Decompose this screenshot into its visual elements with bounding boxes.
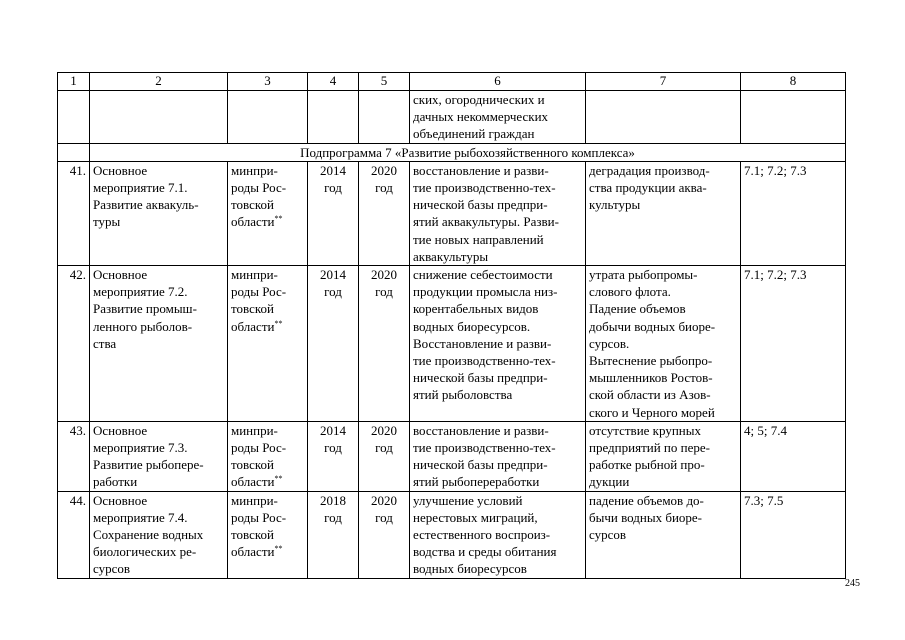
continuation-cell-8 — [741, 91, 846, 144]
measure-name-cell — [90, 161, 228, 265]
executor-line: товской — [231, 457, 274, 473]
expected-result-line: аквакультуры — [413, 248, 489, 264]
continuation-cell-2 — [90, 91, 228, 144]
executor-cell — [228, 421, 308, 491]
expected-result-line: продукции промысла низ- — [413, 284, 558, 300]
expected-result-line: водных биоресурсов. — [413, 318, 531, 334]
executor-text: области — [231, 318, 275, 334]
expected-result-line: нической базы предпри- — [413, 197, 548, 213]
consequences-line: сурсов. — [589, 335, 630, 351]
measures-table — [57, 72, 846, 579]
end-year-line: 2020 — [371, 422, 397, 438]
expected-result-line: восстановление и разви- — [413, 162, 549, 178]
end-year-line: год — [375, 509, 393, 525]
executor-line: минпри- — [231, 267, 278, 283]
continuation-line: объединений граждан — [413, 126, 535, 142]
consequences-line: ства продукции аква- — [589, 180, 707, 196]
continuation-cell-7 — [586, 91, 741, 144]
consequences-line: слового флота. — [589, 284, 671, 300]
header-row — [58, 73, 846, 91]
executor-line: роды Рос- — [231, 440, 287, 456]
end-year-line: год — [375, 284, 393, 300]
consequences-cell — [586, 491, 741, 578]
measure-name-line: мероприятие 7.2. — [93, 284, 188, 300]
measure-name-line: туры — [93, 214, 121, 230]
start-year-line: 2014 — [320, 267, 346, 283]
executor-cell — [228, 491, 308, 578]
consequences-line: сурсов — [589, 527, 627, 543]
expected-result-cell — [410, 421, 586, 491]
row-number-cell: 42. — [58, 266, 90, 422]
expected-result-line: нерестовых миграций, — [413, 509, 538, 525]
measure-name-line: Сохранение водных — [93, 527, 204, 543]
consequences-line: Падение объемов — [589, 301, 686, 317]
expected-result-line: корентабельных видов — [413, 301, 539, 317]
measure-name-cell — [90, 421, 228, 491]
expected-result-line: снижение себестоимости — [413, 267, 553, 283]
start-year-cell — [308, 491, 359, 578]
measure-name-line: Основное — [93, 492, 148, 508]
expected-result-line: Восстановление и разви- — [413, 335, 552, 351]
consequences-cell — [586, 266, 741, 422]
row-number-cell: 43. — [58, 421, 90, 491]
expected-result-line: тие новых направлений — [413, 231, 544, 247]
expected-result-line: нической базы предпри- — [413, 457, 548, 473]
consequences-line: работке рыбной про- — [589, 457, 705, 473]
indicators-line: 7.1; 7.2; 7.3 — [744, 162, 807, 178]
consequences-line: добычи водных биоре- — [589, 318, 716, 334]
consequences-cell — [586, 421, 741, 491]
end-year-line: год — [375, 180, 393, 196]
executor-line: минпри- — [231, 422, 278, 438]
executor-cell — [228, 266, 308, 422]
indicators-line: 7.3; 7.5 — [744, 492, 784, 508]
start-year-cell — [308, 161, 359, 265]
start-year-cell — [308, 421, 359, 491]
measure-name-line: сурсов — [93, 561, 131, 577]
expected-result-line: тие производственно-тех- — [413, 353, 556, 369]
executor-line: роды Рос- — [231, 180, 287, 196]
expected-result-line: ятий рыбопереработки — [413, 474, 540, 490]
expected-result-line: водства и среды обитания — [413, 544, 557, 560]
table-row — [58, 161, 846, 265]
consequences-line: ского и Черного морей — [589, 404, 715, 420]
expected-result-line: улучшение условий — [413, 492, 523, 508]
table-row — [58, 421, 846, 491]
measure-name-line: Основное — [93, 162, 148, 178]
header-cell-7: 7 — [586, 73, 741, 91]
executor-line: товской — [231, 527, 274, 543]
header-cell-3: 3 — [228, 73, 308, 91]
start-year-line: год — [324, 509, 342, 525]
subprogram-title: Подпрограмма 7 «Развитие рыбохозяйственного комплекса» — [90, 143, 846, 161]
executor-line: минпри- — [231, 492, 278, 508]
start-year-line: 2018 — [320, 492, 346, 508]
end-year-cell — [359, 421, 410, 491]
expected-result-line: тие производственно-тех- — [413, 440, 556, 456]
subprogram-row — [58, 143, 846, 161]
row-number-cell: 44. — [58, 491, 90, 578]
expected-result-cell — [410, 161, 586, 265]
subprogram-num-cell — [58, 143, 90, 161]
executor-line — [231, 213, 304, 230]
consequences-line: падение объемов до- — [589, 492, 704, 508]
continuation-line: дачных некоммерческих — [413, 109, 549, 125]
measure-name-line: Развитие рыбопере- — [93, 457, 204, 473]
end-year-line: 2020 — [371, 267, 397, 283]
footnote-marker: ** — [274, 474, 283, 484]
executor-line — [231, 473, 304, 490]
executor-line — [231, 543, 304, 560]
executor-text: области — [231, 474, 275, 490]
continuation-cell-5 — [359, 91, 410, 144]
indicators-line: 4; 5; 7.4 — [744, 422, 787, 438]
expected-result-line: ятий аквакультуры. Разви- — [413, 214, 559, 230]
measure-name-line: мероприятие 7.1. — [93, 180, 188, 196]
expected-result-line: водных биоресурсов — [413, 561, 527, 577]
start-year-line: год — [324, 180, 342, 196]
header-cell-6: 6 — [410, 73, 586, 91]
consequences-line: ской области из Азов- — [589, 387, 711, 403]
table-body — [58, 73, 846, 579]
start-year-line: 2014 — [320, 422, 346, 438]
start-year-line: год — [324, 440, 342, 456]
page-number: 245 — [845, 578, 860, 589]
continuation-row — [58, 91, 846, 144]
continuation-cell-3 — [228, 91, 308, 144]
end-year-cell — [359, 161, 410, 265]
measure-name-cell — [90, 266, 228, 422]
footnote-marker: ** — [274, 544, 283, 554]
indicators-line: 7.1; 7.2; 7.3 — [744, 267, 807, 283]
header-cell-4: 4 — [308, 73, 359, 91]
continuation-line: ских, огороднических и — [413, 92, 545, 107]
executor-text: области — [231, 544, 275, 560]
consequences-line: культуры — [589, 197, 641, 213]
executor-line: роды Рос- — [231, 284, 287, 300]
table-row — [58, 266, 846, 422]
measure-name-line: мероприятие 7.4. — [93, 509, 188, 525]
continuation-cell-1 — [58, 91, 90, 144]
measure-name-line: мероприятие 7.3. — [93, 440, 188, 456]
end-year-cell — [359, 266, 410, 422]
expected-result-line: ятий рыболовства — [413, 387, 513, 403]
consequences-line: бычи водных биоре- — [589, 509, 702, 525]
measure-name-line: Основное — [93, 422, 148, 438]
end-year-line: год — [375, 440, 393, 456]
measure-name-line: Развитие аквакуль- — [93, 197, 199, 213]
start-year-line: год — [324, 284, 342, 300]
consequences-line: предприятий по пере- — [589, 440, 710, 456]
footnote-marker: ** — [274, 214, 283, 224]
consequences-line: утрата рыбопромы- — [589, 267, 698, 283]
expected-result-cell — [410, 266, 586, 422]
consequences-line: Вытеснение рыбопро- — [589, 353, 713, 369]
measure-name-line: работки — [93, 474, 138, 490]
measure-name-line: Развитие промыш- — [93, 301, 197, 317]
measure-name-line: биологических ре- — [93, 544, 197, 560]
consequences-cell — [586, 161, 741, 265]
indicators-cell — [741, 161, 846, 265]
executor-cell — [228, 161, 308, 265]
executor-text: области — [231, 214, 275, 230]
footnote-marker: ** — [274, 318, 283, 328]
executor-line: минпри- — [231, 162, 278, 178]
expected-result-line: восстановление и разви- — [413, 422, 549, 438]
measure-name-line: ленного рыболов- — [93, 318, 193, 334]
executor-line: товской — [231, 301, 274, 317]
header-cell-2: 2 — [90, 73, 228, 91]
header-cell-5: 5 — [359, 73, 410, 91]
consequences-line: дукции — [589, 474, 630, 490]
expected-result-line: естественного воспроиз- — [413, 527, 551, 543]
header-cell-1: 1 — [58, 73, 90, 91]
consequences-line: мышленников Ростов- — [589, 370, 713, 386]
executor-line: товской — [231, 197, 274, 213]
consequences-line: деградация производ- — [589, 162, 710, 178]
indicators-cell — [741, 421, 846, 491]
continuation-cell-4 — [308, 91, 359, 144]
end-year-line: 2020 — [371, 162, 397, 178]
table-row — [58, 491, 846, 578]
executor-line — [231, 318, 304, 335]
end-year-cell — [359, 491, 410, 578]
consequences-line: отсутствие крупных — [589, 422, 701, 438]
expected-result-line: нической базы предпри- — [413, 370, 548, 386]
row-number-cell: 41. — [58, 161, 90, 265]
indicators-cell — [741, 266, 846, 422]
measure-name-line: ства — [93, 335, 117, 351]
expected-result-cell — [410, 491, 586, 578]
measure-name-cell — [90, 491, 228, 578]
start-year-line: 2014 — [320, 162, 346, 178]
start-year-cell — [308, 266, 359, 422]
continuation-cell-6 — [410, 91, 586, 144]
end-year-line: 2020 — [371, 492, 397, 508]
header-cell-8: 8 — [741, 73, 846, 91]
executor-line: роды Рос- — [231, 509, 287, 525]
measure-name-line: Основное — [93, 267, 148, 283]
indicators-cell — [741, 491, 846, 578]
expected-result-line: тие производственно-тех- — [413, 180, 556, 196]
